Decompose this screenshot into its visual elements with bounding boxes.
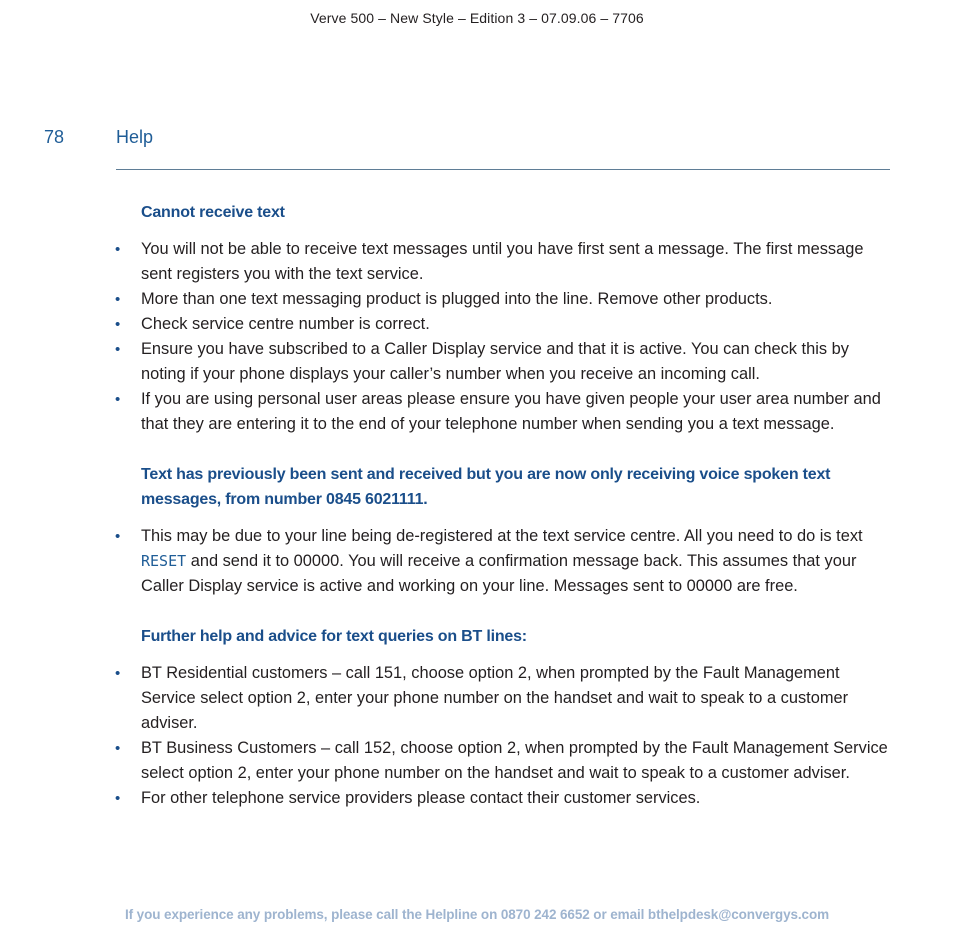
bullet-icon: •	[115, 740, 121, 757]
reset-keyword: RESET	[141, 552, 187, 570]
bullet-icon: •	[115, 341, 121, 358]
bullet-icon: •	[115, 528, 121, 545]
help-content	[115, 200, 890, 811]
bullet-icon: •	[115, 391, 121, 408]
page-number: 78	[44, 127, 65, 147]
list-item: • This may be due to your line being de-registered at the text service centre. All you need to do is text RESET and send it to 00000. You will receive a confirmation message back. This assumes that your Caller Display service is active and working on your line. Messages sent to 00000 are free.	[115, 524, 890, 599]
section-heading-further-help: Further help and advice for text queries on BT lines:	[141, 628, 527, 645]
bullet-list-further-help	[115, 661, 890, 811]
list-item: • Check service centre number is correct.	[115, 312, 890, 337]
bullet-list-cannot-receive	[115, 237, 890, 437]
bullet-icon: •	[115, 241, 121, 258]
helpline-footer: If you experience any problems, please call the Helpline on 0870 242 6652 or email bthelpdesk@convergys.com	[124, 907, 829, 922]
list-item: • BT Business Customers – call 152, choose option 2, when prompted by the Fault Management Service select option 2, enter your phone number on the handset and wait to speak to a customer adviser.	[115, 736, 890, 786]
section-title: Help	[116, 127, 154, 147]
bullet-icon: •	[115, 790, 121, 807]
bullet-icon: •	[115, 665, 121, 682]
bullet-icon: •	[115, 291, 121, 308]
title-rule	[116, 169, 890, 170]
bullet-list-voice-text	[115, 524, 890, 599]
list-item: • Ensure you have subscribed to a Caller Display service and that it is active. You can check this by noting if your phone displays your caller’s number when you receive an incoming call.	[115, 337, 890, 387]
list-item: • More than one text messaging product is plugged into the line. Remove other products.	[115, 287, 890, 312]
section-heading-voice-text: Text has previously been sent and received but you are now only receiving voice spoken text messages, from number 0845 6021111.	[141, 466, 831, 508]
section-heading-cannot-receive: Cannot receive text	[141, 204, 285, 221]
list-item: • For other telephone service providers please contact their customer services.	[115, 786, 890, 811]
bullet-icon: •	[115, 316, 121, 333]
list-item: • You will not be able to receive text messages until you have first sent a message. The first message sent registers you with the text service.	[115, 237, 890, 287]
list-item: • If you are using personal user areas please ensure you have given people your user area number and that they are entering it to the end of your telephone number when sending you a text message.	[115, 387, 890, 437]
list-item: • BT Residential customers – call 151, choose option 2, when prompted by the Fault Management Service select option 2, enter your phone number on the handset and wait to speak to a customer adviser.	[115, 661, 890, 736]
document-header: Verve 500 – New Style – Edition 3 – 07.09.06 – 7706	[310, 10, 644, 26]
